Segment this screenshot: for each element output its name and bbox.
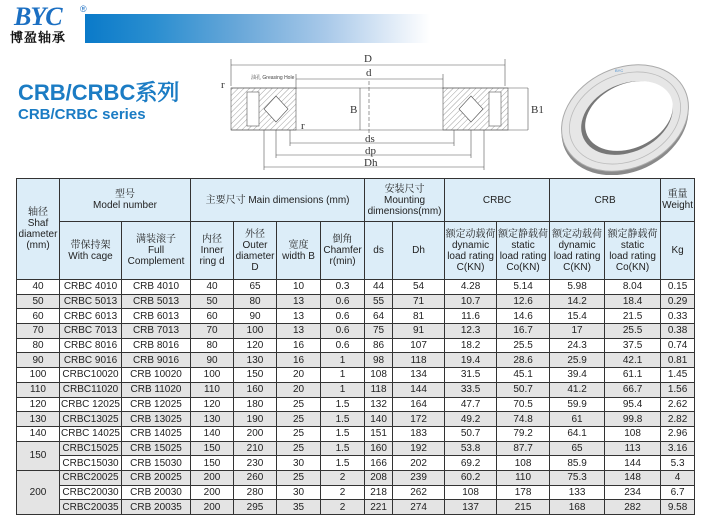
cell-shaft: 40 [17,280,60,295]
cell-crb-co: 234 [605,485,661,500]
cell-d: 130 [234,353,277,368]
table-row [17,485,695,500]
cell-dh: 134 [393,368,445,383]
label-B: B [350,104,358,116]
cell-crb-c: 85.9 [550,456,605,471]
col-crbc-dynamic: 额定动载荷 dynamic load rating C(KN) [445,222,497,280]
cell-crbc-c: 33.5 [445,382,497,397]
cell-d: 70 [191,324,234,339]
cell-d: 120 [191,397,234,412]
cell-d: 200 [191,500,234,515]
col-crb-static: 额定静载荷 static load rating Co(KN) [605,222,661,280]
cell-crbc-co: 87.7 [497,441,550,456]
cell-crbc-c: 49.2 [445,412,497,427]
cell-crb-c: 17 [550,324,605,339]
cell-ds: 108 [365,368,393,383]
table-row [17,456,695,471]
cell-kg: 4 [661,470,695,485]
cell-dh: 118 [393,353,445,368]
cell-r: 1.5 [321,456,365,471]
cell-d: 180 [234,397,277,412]
col-group-model-number: 型号 Model number [60,179,191,222]
bearing-product-image [545,60,705,175]
cell-d: 100 [234,324,277,339]
cell-shaft: 90 [17,353,60,368]
cell-full: CRB 14025 [122,426,191,441]
cell-dh: 81 [393,309,445,324]
cell-crbc-co: 110 [497,470,550,485]
cell-kg: 0.33 [661,309,695,324]
label-Dh: Dh [364,157,378,169]
cell-d: 90 [191,353,234,368]
cell-dh: 164 [393,397,445,412]
cell-r: 1.5 [321,426,365,441]
cell-r: 1.5 [321,441,365,456]
registered-mark: ® [80,4,87,14]
cell-b: 10 [277,280,321,295]
cell-crb-co: 144 [605,456,661,471]
cell-kg: 0.15 [661,280,695,295]
cell-r: 1 [321,382,365,397]
label-dp: dp [365,145,376,157]
cell-d: 200 [191,470,234,485]
header-banner [85,14,430,43]
cell-d: 140 [191,426,234,441]
cell-crb-c: 64.1 [550,426,605,441]
cell-ds: 98 [365,353,393,368]
cell-b: 16 [277,353,321,368]
cell-shaft: 70 [17,324,60,339]
label-r-inner: r [301,120,305,132]
cell-ds: 132 [365,397,393,412]
cell-dh: 192 [393,441,445,456]
cell-crbc-c: 10.7 [445,294,497,309]
cell-d: 120 [234,338,277,353]
cell-crb-c: 168 [550,500,605,515]
cell-d: 200 [234,426,277,441]
cell-crb-co: 21.5 [605,309,661,324]
col-inner-ring: 内径 Inner ring d [191,222,234,280]
cell-with-cage: CRBC 14025 [61,428,120,440]
col-with-cage: 带保持架 With cage [60,222,122,280]
table-row [17,368,695,383]
cell-b: 16 [277,338,321,353]
cell-crbc-c: 47.7 [445,397,497,412]
cell-crbc-c: 50.7 [445,426,497,441]
cell-crbc-c: 69.2 [445,456,497,471]
cell-crbc-c: 108 [445,485,497,500]
cell-with-cage: CRBC13025 [60,412,122,427]
cell-ds: 151 [365,426,393,441]
cell-shaft: 110 [17,382,60,397]
cell-crbc-c: 53.8 [445,441,497,456]
col-crbc-static: 额定静载荷 static load rating Co(KN) [497,222,550,280]
cell-r: 0.3 [321,280,365,295]
cell-dh: 274 [393,500,445,515]
cell-crb-co: 8.04 [605,280,661,295]
table-row [17,280,695,295]
cell-d: 230 [234,456,277,471]
table-row [17,470,695,485]
cell-r: 2 [321,500,365,515]
col-width: 宽度 width B [277,222,321,280]
cell-crb-c: 15.4 [550,309,605,324]
cell-with-cage: CRBC15030 [60,456,122,471]
cell-crbc-co: 108 [497,456,550,471]
cell-dh: 107 [393,338,445,353]
cell-crb-co: 18.4 [605,294,661,309]
page-title-en: CRB/CRBC series [18,106,146,123]
cell-crbc-c: 12.3 [445,324,497,339]
cell-r: 0.6 [321,324,365,339]
cell-d: 80 [234,294,277,309]
cell-ds: 166 [365,456,393,471]
cell-ds: 208 [365,470,393,485]
cell-crb-co: 95.4 [605,397,661,412]
col-ds: ds [365,222,393,280]
cell-d: 280 [234,485,277,500]
cell-crb-co: 37.5 [605,338,661,353]
cell-crb-c: 59.9 [550,397,605,412]
cell-crbc-co: 70.5 [497,397,550,412]
cell-kg: 1.45 [661,368,695,383]
table-row [17,309,695,324]
table-row [17,412,695,427]
cell-shaft: 130 [17,412,60,427]
cell-dh: 144 [393,382,445,397]
cell-crb-c: 75.3 [550,470,605,485]
col-chamfer: 倒角 Chamfer r(min) [321,222,365,280]
cell-crbc-co: 215 [497,500,550,515]
cell-crb-c: 41.2 [550,382,605,397]
cell-kg: 6.7 [661,485,695,500]
cell-with-cage: CRBC 6013 [60,309,122,324]
cell-ds: 64 [365,309,393,324]
page-title-cn: CRB/CRBC系列 [18,80,180,105]
cell-full: CRB 15030 [122,456,191,471]
label-B1: B1 [531,104,544,116]
cell-crb-co: 113 [605,441,661,456]
col-group-weight: 重量 Weight [661,179,695,222]
cell-full: CRB 20030 [122,485,191,500]
cell-r: 0.6 [321,294,365,309]
table-row [17,441,695,456]
cell-full: CRB 4010 [122,280,191,295]
cell-crb-co: 148 [605,470,661,485]
cell-b: 20 [277,382,321,397]
cell-shaft: 140 [17,426,60,441]
cell-ds: 55 [365,294,393,309]
cell-dh: 91 [393,324,445,339]
cell-crb-c: 25.9 [550,353,605,368]
cell-shaft: 60 [17,309,60,324]
cell-crbc-c: 60.2 [445,470,497,485]
cell-crbc-co: 79.2 [497,426,550,441]
col-dh: Dh [393,222,445,280]
cell-crb-c: 65 [550,441,605,456]
cell-b: 13 [277,294,321,309]
cell-kg: 0.38 [661,324,695,339]
cell-full: CRB 13025 [122,412,191,427]
table-row [17,324,695,339]
col-crb-dynamic: 额定动载荷 dynamic load rating C(KN) [550,222,605,280]
table-row [17,338,695,353]
cell-crb-c: 61 [550,412,605,427]
col-group-crbc: CRBC [445,179,550,222]
cell-crbc-co: 50.7 [497,382,550,397]
cell-shaft: 50 [17,294,60,309]
cell-shaft: 150 [17,441,60,470]
cell-crbc-c: 11.6 [445,309,497,324]
cell-crbc-c: 18.2 [445,338,497,353]
cell-full: CRB 12025 [122,397,191,412]
cell-kg: 9.58 [661,500,695,515]
cell-ds: 218 [365,485,393,500]
cell-with-cage: CRBC20035 [60,500,122,515]
table-row [17,353,695,368]
cell-with-cage: CRBC20025 [60,470,122,485]
cell-d: 150 [234,368,277,383]
cell-crbc-co: 28.6 [497,353,550,368]
cell-ds: 221 [365,500,393,515]
cell-crb-co: 25.5 [605,324,661,339]
cell-b: 25 [277,426,321,441]
cell-full: CRB 6013 [122,309,191,324]
label-r-top: r [221,79,225,91]
cell-d: 200 [191,485,234,500]
cell-b: 25 [277,412,321,427]
cell-b: 35 [277,500,321,515]
cell-d: 50 [191,294,234,309]
cell-crbc-co: 74.8 [497,412,550,427]
table-row [17,382,695,397]
cell-kg: 1.56 [661,382,695,397]
cell-crb-c: 133 [550,485,605,500]
cell-d: 150 [191,456,234,471]
cell-r: 1.5 [321,412,365,427]
cell-d: 110 [191,382,234,397]
cell-b: 30 [277,456,321,471]
col-group-crb: CRB [550,179,661,222]
bearing-cross-section-diagram [218,46,548,171]
label-D: D [364,53,372,65]
cell-with-cage: CRBC 5013 [60,294,122,309]
cell-d: 100 [191,368,234,383]
label-ds: ds [365,133,375,145]
cell-d: 40 [191,280,234,295]
cell-d: 210 [234,441,277,456]
table-row [17,397,695,412]
cell-crb-co: 42.1 [605,353,661,368]
table-row [17,294,695,309]
cell-d: 160 [234,382,277,397]
company-name-cn: 博盈轴承 [10,30,67,45]
cell-kg: 3.16 [661,441,695,456]
cell-full: CRB 11020 [122,382,191,397]
cell-ds: 140 [365,412,393,427]
cell-r: 0.6 [321,309,365,324]
cell-crbc-c: 31.5 [445,368,497,383]
cell-crbc-c: 4.28 [445,280,497,295]
logo-text: BYC [14,2,62,31]
cell-with-cage: CRBC 8016 [60,338,122,353]
cell-full: CRB 20035 [122,500,191,515]
cell-dh: 202 [393,456,445,471]
cell-b: 13 [277,324,321,339]
cell-crb-c: 39.4 [550,368,605,383]
cell-crb-co: 282 [605,500,661,515]
cell-d: 150 [191,441,234,456]
cell-crb-co: 108 [605,426,661,441]
cell-with-cage: CRBC15025 [60,441,122,456]
cell-crbc-co: 25.5 [497,338,550,353]
cell-d: 80 [191,338,234,353]
cell-dh: 71 [393,294,445,309]
cell-with-cage: CRBC 4010 [60,280,122,295]
cell-crbc-co: 5.14 [497,280,550,295]
cell-crb-co: 66.7 [605,382,661,397]
cell-d: 260 [234,470,277,485]
table-row [17,426,695,441]
cell-crbc-co: 14.6 [497,309,550,324]
cell-crbc-c: 19.4 [445,353,497,368]
cell-with-cage: CRBC 12025 [61,398,120,410]
cell-kg: 0.29 [661,294,695,309]
cell-r: 1.5 [321,397,365,412]
cell-dh: 54 [393,280,445,295]
cell-crb-co: 99.8 [605,412,661,427]
table-row [17,500,695,515]
spec-table [16,178,695,515]
cell-d: 65 [234,280,277,295]
cell-shaft: 200 [17,470,60,514]
cell-d: 295 [234,500,277,515]
cell-ds: 75 [365,324,393,339]
cell-b: 25 [277,470,321,485]
cell-d: 60 [191,309,234,324]
svg-text:BYC: BYC [615,68,624,73]
cell-full: CRB 15025 [122,441,191,456]
cell-with-cage: CRBC20030 [60,485,122,500]
cell-crbc-co: 12.6 [497,294,550,309]
cell-kg: 0.81 [661,353,695,368]
cell-r: 2 [321,485,365,500]
cell-kg: 0.74 [661,338,695,353]
cell-with-cage: CRBC10020 [60,368,122,383]
cell-b: 13 [277,309,321,324]
cell-kg: 2.96 [661,426,695,441]
col-group-main-dimensions: 主要尺寸 Main dimensions (mm) [191,179,365,222]
col-kg: Kg [661,222,695,280]
cell-full: CRB 7013 [122,324,191,339]
brand-logo [10,2,87,46]
cell-crb-c: 14.2 [550,294,605,309]
cell-b: 25 [277,441,321,456]
cell-b: 20 [277,368,321,383]
cell-with-cage: CRBC11020 [60,382,122,397]
cell-with-cage: CRBC 9016 [60,353,122,368]
cell-d: 130 [191,412,234,427]
col-shaft-diameter: 轴径 Shaf diameter (mm) [17,179,60,280]
cell-ds: 86 [365,338,393,353]
cell-with-cage: CRBC 7013 [60,324,122,339]
cell-ds: 118 [365,382,393,397]
cell-full: CRB 8016 [122,338,191,353]
cell-full: CRB 9016 [122,353,191,368]
cell-kg: 2.82 [661,412,695,427]
cell-d: 90 [234,309,277,324]
cell-r: 1 [321,368,365,383]
cell-ds: 160 [365,441,393,456]
cell-b: 25 [277,397,321,412]
cell-crbc-co: 45.1 [497,368,550,383]
cell-crb-c: 5.98 [550,280,605,295]
cell-dh: 239 [393,470,445,485]
label-d: d [366,67,372,79]
cell-dh: 183 [393,426,445,441]
cell-b: 30 [277,485,321,500]
cell-kg: 5.3 [661,456,695,471]
cell-ds: 44 [365,280,393,295]
cell-r: 2 [321,470,365,485]
cell-crbc-co: 16.7 [497,324,550,339]
col-full-complement: 满装滚子 Full Complement [122,222,191,280]
cell-shaft: 100 [17,368,60,383]
col-group-mounting-dimensions: 安装尺寸 Mounting dimensions(mm) [365,179,445,222]
cell-dh: 172 [393,412,445,427]
cell-crb-co: 61.1 [605,368,661,383]
cell-r: 0.6 [321,338,365,353]
cell-crb-c: 24.3 [550,338,605,353]
label-greasing-hole: 油孔 Greasing Hole [251,75,295,81]
cell-full: CRB 20025 [122,470,191,485]
cell-kg: 2.62 [661,397,695,412]
cell-crbc-co: 178 [497,485,550,500]
cell-full: CRB 10020 [122,368,191,383]
spec-table-body [17,280,695,515]
cell-dh: 262 [393,485,445,500]
cell-crbc-c: 137 [445,500,497,515]
cell-full: CRB 5013 [122,294,191,309]
cell-d: 190 [234,412,277,427]
cell-r: 1 [321,353,365,368]
cell-shaft: 80 [17,338,60,353]
col-outer-diameter: 外径 Outer diameter D [234,222,277,280]
cell-shaft: 120 [17,397,60,412]
